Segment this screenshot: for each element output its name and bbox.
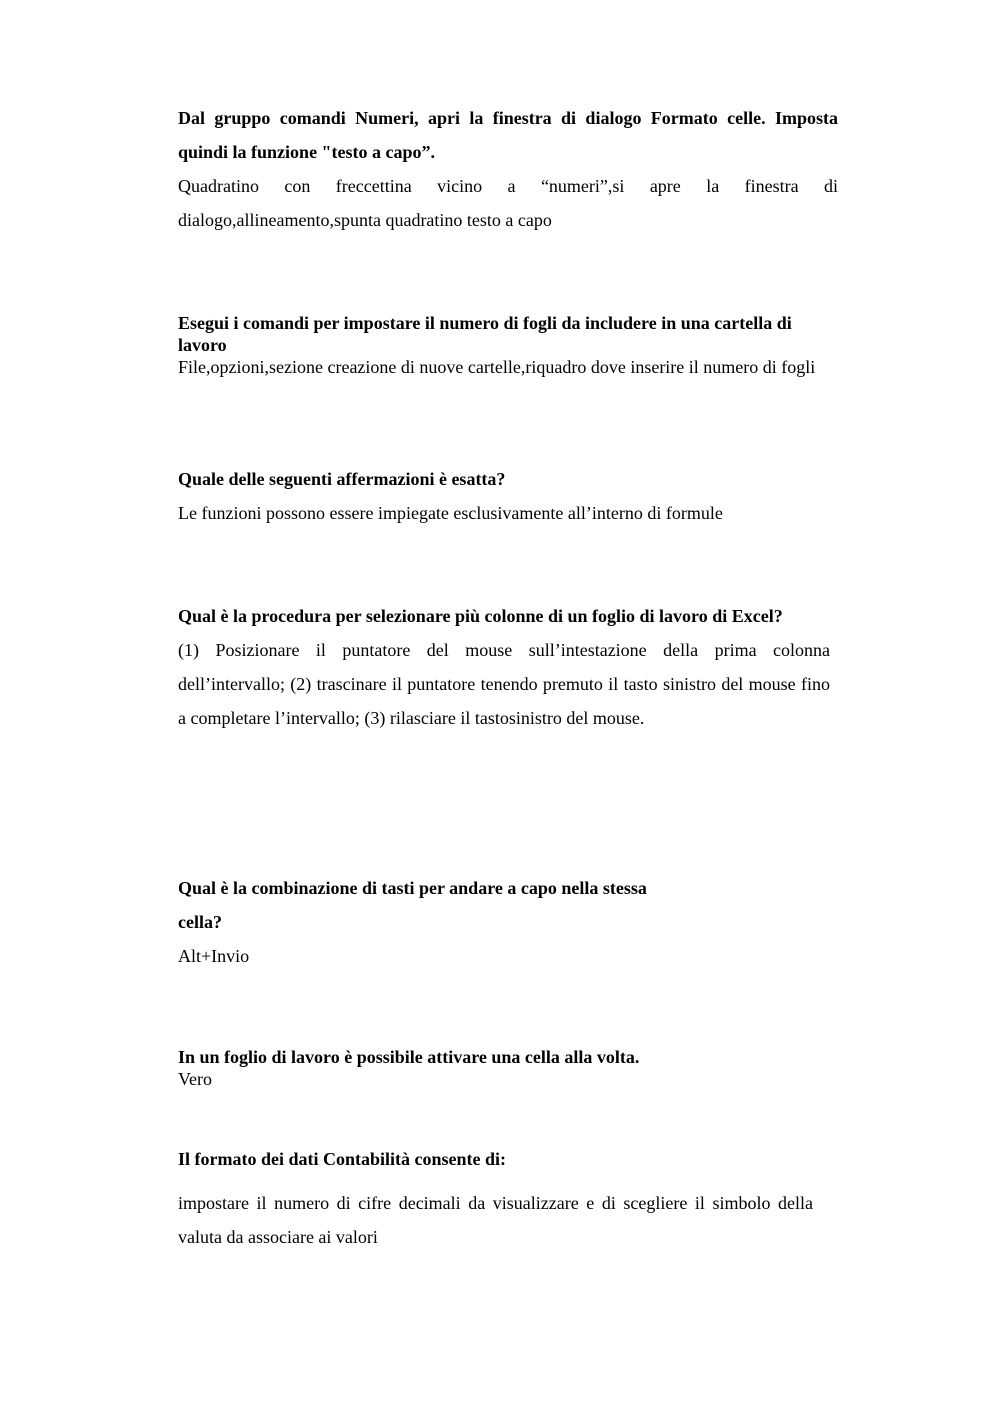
question-text-line-2: cella? <box>178 912 222 932</box>
qa-item-1 <box>178 101 838 237</box>
question-text: Il formato dei dati Contabilità consente di: <box>178 1149 506 1169</box>
qa-item-3 <box>178 462 838 530</box>
qa-item-5 <box>178 871 838 973</box>
answer-text: Quadratino con freccettina vicino a “numeri”,si apre la finestra di dialogo,allineamento,spunta quadratino testo a capo <box>178 176 838 230</box>
qa-item-2 <box>178 312 823 378</box>
qa-item-6 <box>178 1046 838 1090</box>
qa-item-4 <box>178 599 830 735</box>
question-text-line-1: Qual è la combinazione di tasti per andare a capo nella stessa <box>178 878 647 898</box>
question-text: Esegui i comandi per impostare il numero di fogli da includere in una cartella di lavoro <box>178 313 792 355</box>
qa-item-7 <box>178 1142 813 1254</box>
answer-text: Le funzioni possono essere impiegate esclusivamente all’interno di formule <box>178 503 723 523</box>
answer-text: impostare il numero di cifre decimali da visualizzare e di scegliere il simbolo della valuta da associare ai valori <box>178 1193 813 1247</box>
question-text: Quale delle seguenti affermazioni è esatta? <box>178 469 506 489</box>
answer-text: File,opzioni,sezione creazione di nuove cartelle,riquadro dove inserire il numero di fogli <box>178 357 816 377</box>
question-text: In un foglio di lavoro è possibile attivare una cella alla volta. <box>178 1047 640 1067</box>
answer-text: Alt+Invio <box>178 946 250 966</box>
question-text: Dal gruppo comandi Numeri, apri la finestra di dialogo Formato celle. Imposta quindi la funzione "testo a capo”. <box>178 108 838 162</box>
answer-text: Vero <box>178 1069 212 1089</box>
answer-text: (1) Posizionare il puntatore del mouse sull’intestazione della prima colonna dell’intervallo; (2) trascinare il puntatore tenendo premuto il tasto sinistro del mouse fino a completare l’intervallo; (3) rilasciare il tastosinistro del mouse. <box>178 640 830 728</box>
question-text: Qual è la procedura per selezionare più colonne di un foglio di lavoro di Excel? <box>178 606 783 626</box>
